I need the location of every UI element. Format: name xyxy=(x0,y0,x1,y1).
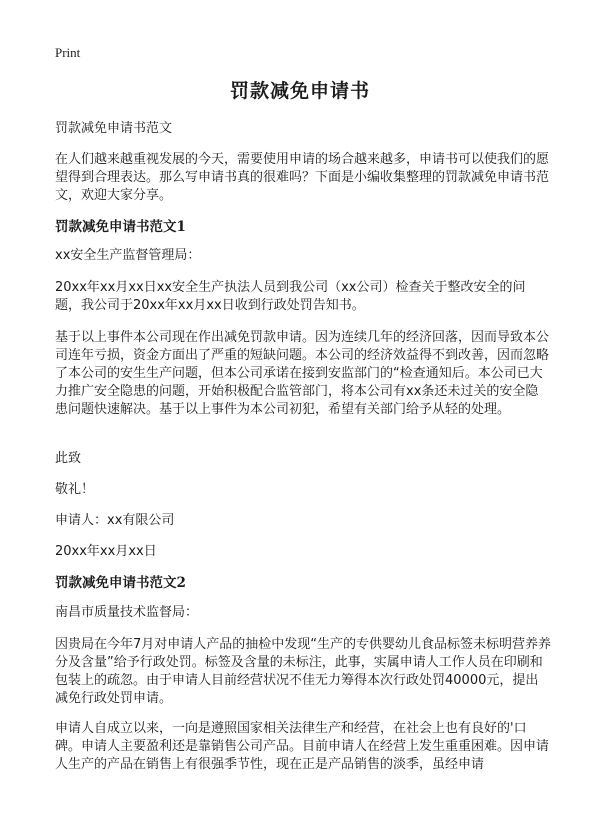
print-link[interactable]: Print xyxy=(55,45,81,60)
document-title: 罚款减免申请书 xyxy=(229,80,370,102)
sample1-paragraph-1: 20xx年xx月xx日xx安全生产执法人员到我公司（xx公司）检查关于整改安全的问题，我公司于20xx年xx月xx日收到行政处罚告知书。 xyxy=(55,280,526,313)
sample1-date: 20xx年xx月xx日 xyxy=(55,544,157,559)
sample1-addressee: xx安全生产监督管理局： xyxy=(55,248,201,263)
document-subtitle: 罚款减免申请书范文 xyxy=(55,121,173,136)
sample2-paragraph-2: 申请人自成立以来，一向是遵照国家相关法律生产和经营，在社会上也有良好的'口碑。申请人主要盈利还是靠销售公司产品。目前申请人在经营上发生重重困难。因申请人生产的产品在销售上有很强季节性，现在正是产品销售的淡季，虽经申请 xyxy=(55,721,550,772)
sample2-heading: 罚款减免申请书范文2 xyxy=(55,575,186,591)
intro-paragraph: 在人们越来越重视发展的今天，需要使用申请的场合越来越多，申请书可以使我们的愿望得到合理表达。那么写申请书真的很难吗？下面是小编收集整理的罚款减免申请书范文，欢迎大家分享。 xyxy=(55,152,550,203)
sample2-addressee: 南昌市质量技术监督局： xyxy=(55,605,199,620)
sample2-paragraph-1: 因贵局在今年7月对申请人产品的抽检中发现“生产的专供婴幼儿食品标签未标明营养养分及含量”给予行政处罚。标签及含量的未标注，此事，实属申请人工作人员在印刷和包装上的疏忽。由于申请人目前经营状况不佳无力筹得本次行政处罚40000元，提出减免行政处罚申请。 xyxy=(55,637,552,706)
sample1-applicant: 申请人：xx有限公司 xyxy=(55,513,175,528)
sample1-closing-2: 敬礼！ xyxy=(55,482,95,497)
sample1-closing-1: 此致 xyxy=(55,451,82,466)
sample1-heading: 罚款减免申请书范文1 xyxy=(55,219,186,235)
sample1-paragraph-2: 基于以上事件本公司现在作出减免罚款申请。因为连续几年的经济回落，因而导致本公司连年亏损，资金方面出了严重的短缺问题。本公司的经济效益得不到改善，因而忽略了本公司的安生生产问题，但本公司承诺在接到安监部门的“检查通知后。本公司已大力推广安全隐患的问题，开始积极配合监管部门，将本公司有xx条还未过关的安全隐患问题快速解决。基于以上事件为本公司初犯，希望有关部门给予从轻的处理。 xyxy=(55,330,550,417)
